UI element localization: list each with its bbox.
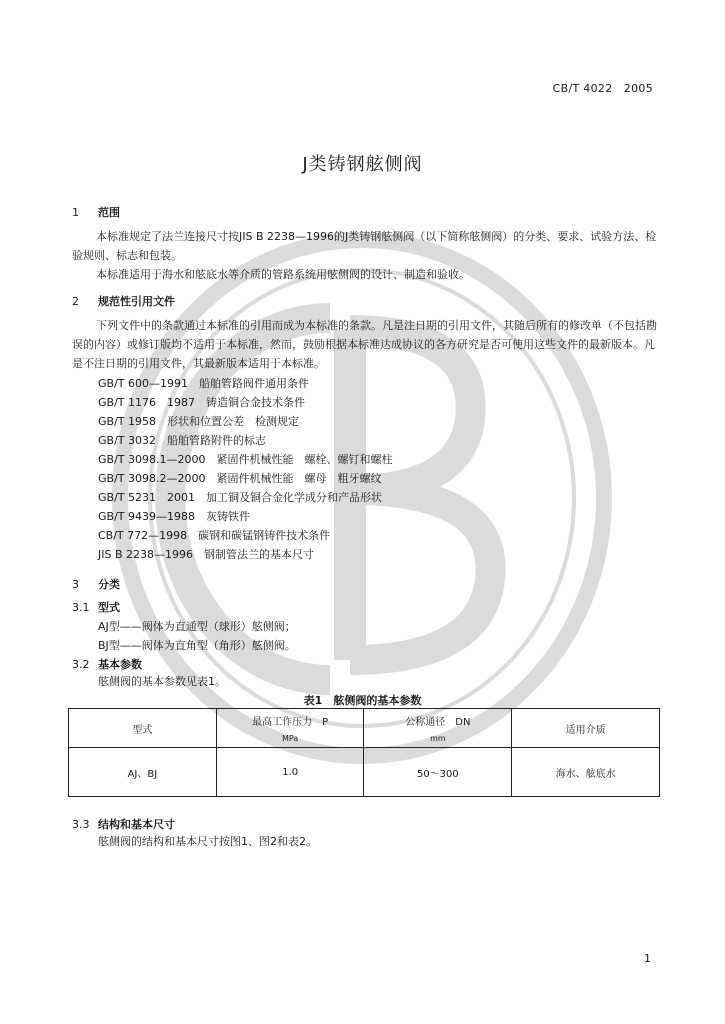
reference-item: GB/T 600—1991 船舶管路阀件通用条件 (98, 377, 309, 390)
type-aj-description: AJ型——阀体为直通型（球形）舷侧阀； (98, 620, 296, 633)
section-2-heading (72, 292, 175, 311)
table-row (69, 748, 660, 797)
table-1-caption: 表1 舷侧阀的基本参数 (303, 694, 422, 707)
section-number: 3.1 (72, 601, 90, 614)
section-title: 型式 (98, 601, 120, 614)
standard-number: CB/T 4022 2005 (552, 82, 653, 95)
document-title: J类铸钢舷侧阀 (302, 154, 423, 175)
reference-item: GB/T 1176 1987 铸造铜合金技术条件 (98, 396, 305, 409)
section-number: 3.3 (72, 818, 90, 831)
cell-dn: 50～300 (364, 748, 512, 797)
reference-item: JIS B 2238—1996 钢制管法兰的基本尺寸 (98, 548, 314, 561)
section-number: 3.2 (72, 658, 90, 671)
section-number: 2 (72, 295, 79, 308)
reference-item: GB/T 9439—1988 灰铸铁件 (98, 510, 250, 523)
basic-parameters-table (68, 708, 660, 797)
header-pressure-label: 最高工作压力 P (252, 717, 329, 728)
page-number: 1 (644, 952, 651, 965)
cell-pressure: 1.0 (216, 748, 364, 797)
reference-item: GB/T 3098.1—2000 紧固件机械性能 螺栓、螺钉和螺柱 (98, 453, 393, 466)
type-bj-description: BJ型——阀体为直角型（角形）舷侧阀。 (98, 639, 296, 652)
reference-item: GB/T 3032 船舶管路附件的标志 (98, 434, 266, 447)
reference-item: CB/T 772—1998 碳钢和碳锰钢铸件技术条件 (98, 529, 331, 542)
section-title: 规范性引用文件 (98, 295, 175, 308)
section-3-1-heading (72, 598, 120, 617)
header-dn (364, 709, 512, 748)
header-pressure (216, 709, 364, 748)
normative-references-paragraph: 下列文件中的条款通过本标准的引用而成为本标准的条款。凡是注日期的引用文件，其随后所有的修改单（不包括勘误的内容）或修订版均不适用于本标准，然而，鼓励根据本标准达成协议的各方研究是否可使用这些文件的最新版本。凡是不注日期的引用文件，其最新版本适用于本标准。 (72, 319, 657, 370)
structure-dimensions-text: 舷侧阀的结构和基本尺寸按图1、图2和表2。 (98, 835, 317, 848)
reference-item: GB/T 5231 2001 加工铜及铜合金化学成分和产品形状 (98, 491, 382, 504)
section-title: 分类 (98, 578, 120, 591)
scope-paragraph-2: 本标准适用于海水和舷底水等介质的管路系统用舷侧阀的设计、制造和验收。 (96, 268, 470, 281)
header-type: 型式 (69, 709, 217, 748)
cell-medium: 海水、舷底水 (512, 748, 660, 797)
section-title: 范围 (98, 206, 120, 219)
reference-item: GB/T 1958 形状和位置公差 检测规定 (98, 415, 299, 428)
basic-parameters-text: 舷侧阀的基本参数见表1。 (98, 675, 226, 688)
reference-item: GB/T 3098.2—2000 紧固件机械性能 螺母 粗牙螺纹 (98, 472, 382, 485)
section-3-heading (72, 575, 120, 594)
table-header-row (69, 709, 660, 748)
section-title: 结构和基本尺寸 (98, 818, 175, 831)
section-number: 1 (72, 206, 79, 219)
scope-paragraph-1: 本标准规定了法兰连接尺寸按JIS B 2238—1996的J类铸钢舷侧阀（以下简称舷侧阀）的分类、要求、试验方法、检验规则、标志和包装。 (72, 230, 657, 262)
header-dn-unit: mm (430, 734, 446, 743)
header-dn-label: 公称通径 DN (405, 717, 471, 728)
header-medium: 适用介质 (512, 709, 660, 748)
cell-type: AJ、BJ (69, 748, 217, 797)
section-number: 3 (72, 578, 79, 591)
section-1-heading (72, 203, 120, 222)
section-title: 基本参数 (98, 658, 142, 671)
header-pressure-unit: MPa (281, 734, 299, 743)
